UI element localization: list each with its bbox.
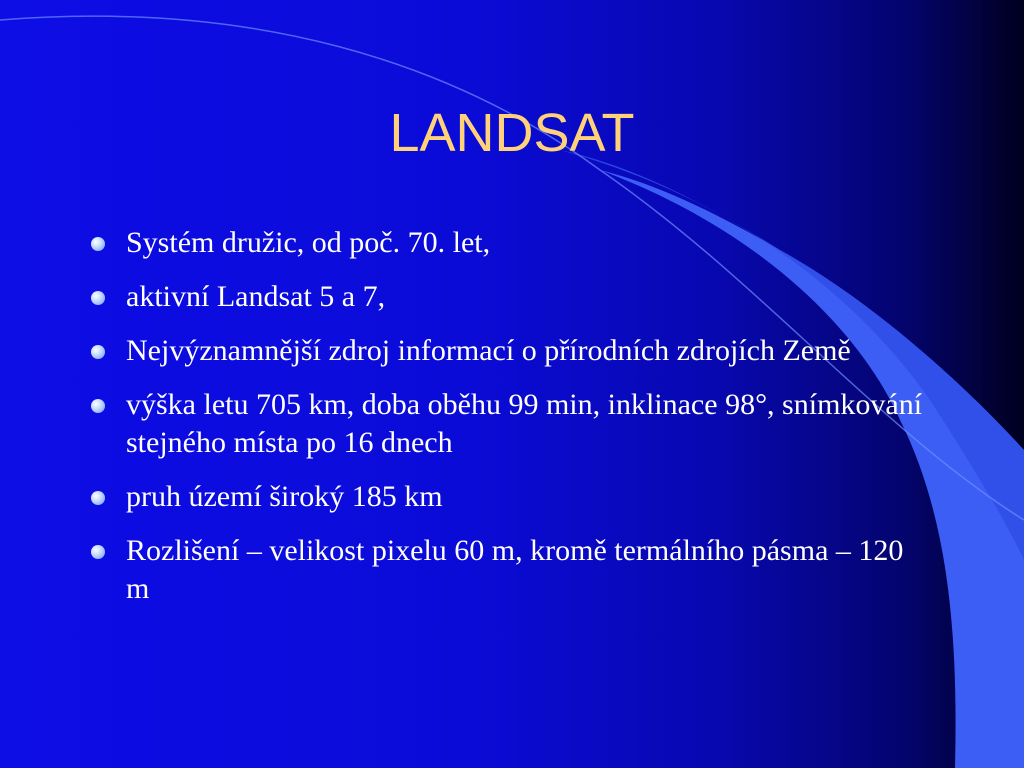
bullet-text: aktivní Landsat 5 a 7, (126, 280, 386, 313)
bullet-text: Systém družic, od poč. 70. let, (126, 226, 491, 259)
bullet-dot-icon (91, 491, 105, 505)
bullet-item (90, 278, 930, 316)
bullet-text: Nejvýznamnější zdroj informací o přírodních zdrojích Země (126, 334, 851, 367)
bullet-text: výška letu 705 km, doba oběhu 99 min, inklinace 98°, snímkování stejného místa po 16 dnech (126, 388, 923, 459)
bullet-item (90, 386, 930, 462)
bullet-item (90, 532, 930, 608)
bullet-dot-icon (91, 545, 105, 559)
bullet-dot-icon (91, 345, 105, 359)
bullet-item (90, 478, 930, 516)
bullet-item (90, 332, 930, 370)
bullet-text: pruh území široký 185 km (126, 480, 443, 513)
bullet-dot-icon (91, 291, 105, 305)
bullet-dot-icon (91, 399, 105, 413)
bullet-item (90, 224, 930, 262)
bullet-text: Rozlišení – velikost pixelu 60 m, kromě termálního pásma – 120 m (126, 534, 904, 605)
slide-title: LANDSAT (389, 103, 635, 163)
bullet-dot-icon (91, 237, 105, 251)
bullet-list (90, 224, 930, 624)
